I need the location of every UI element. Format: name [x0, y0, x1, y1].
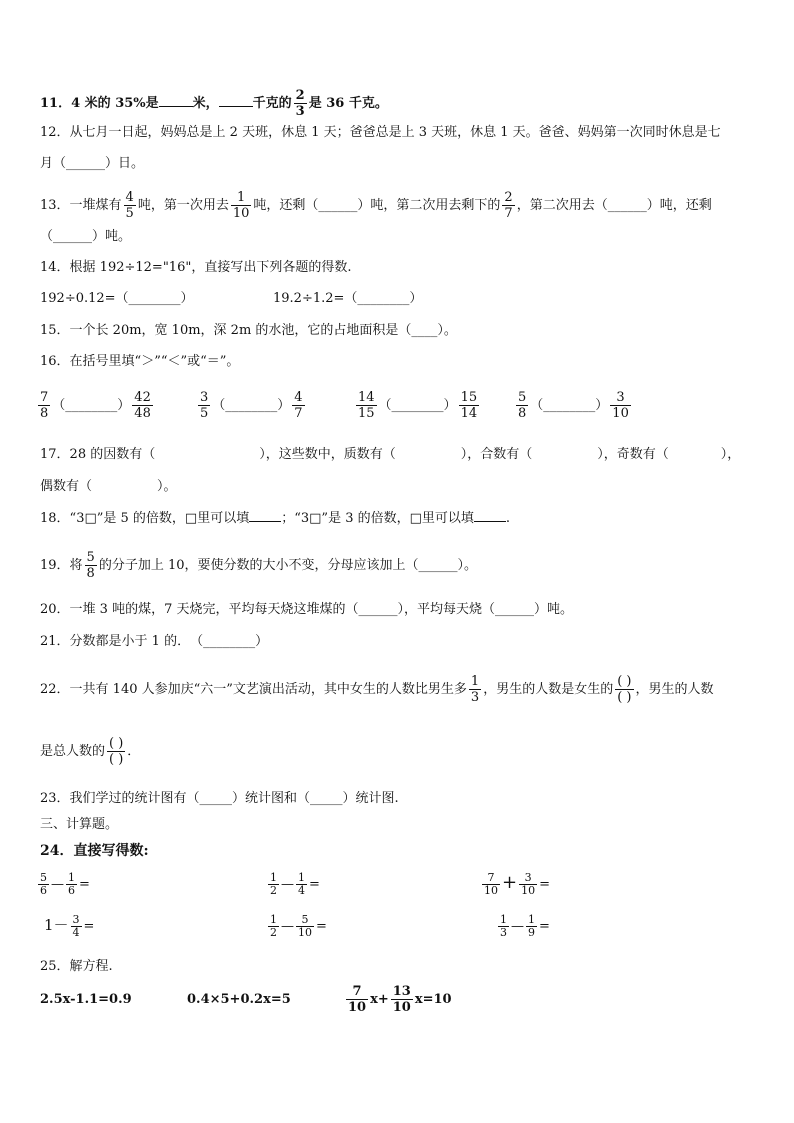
- q16-title: 16．在括号里填“＞”“＜”或“＝”。: [40, 354, 240, 369]
- q22-blank-fraction-2[interactable]: $\frac{( )}{( )}$: [109, 736, 124, 767]
- q13-fraction-1: $\frac{4}{5}$: [125, 190, 134, 221]
- q18: 18．“3□”是 5 的倍数，□里可以填 ；“3□”是 3 的倍数，□里可以填 .: [40, 511, 511, 526]
- q19: 19．将 $\frac{5}{8}$ 的分子加上 10，要使分数的大小不变，分母应该加上（______）。: [40, 550, 478, 581]
- q11-d: 是 36 千克。: [308, 96, 388, 111]
- q11-c: 千克的: [252, 96, 292, 111]
- q23: 23．我们学过的统计图有（_____）统计图和（_____）统计图.: [40, 791, 399, 806]
- q24-expr-1: $\frac{5}{6}$ — $\frac{1}{6}$ =: [40, 871, 90, 897]
- q20: 20．一堆 3 吨的煤，7 天烧完，平均每天烧这堆煤的（______），平均每天烧（______）吨。: [40, 602, 573, 617]
- q11-blank-2[interactable]: [219, 94, 253, 107]
- q17-line2: 偶数有（ ）。: [40, 479, 177, 494]
- q16-blank[interactable]: （________）: [52, 398, 131, 413]
- q16-item-3: $\frac{14}{15}$ （________） $\frac{15}{14}$: [358, 390, 478, 421]
- q11-blank-1[interactable]: [159, 94, 193, 107]
- section-title: 三、计算题。: [40, 817, 119, 832]
- q12-line2: 月（______）日。: [40, 156, 145, 171]
- q25-equation-1: 2.5x-1.1=0.9: [40, 992, 132, 1007]
- q13-fraction-2: $\frac{1}{10}$: [232, 190, 250, 221]
- q22-blank-fraction-1[interactable]: $\frac{( )}{( )}$: [617, 674, 632, 705]
- q24-expr-3: $\frac{7}{10}$ + $\frac{3}{10}$ =: [484, 871, 550, 897]
- q11-fraction: $\frac{2}{3}$: [295, 88, 305, 119]
- q16-item-4: $\frac{5}{8}$ （________） $\frac{3}{10}$: [518, 390, 629, 421]
- q13-line2: （______）吨。: [40, 229, 132, 244]
- q16-item-1: $\frac{7}{8}$ （________） $\frac{42}{48}$: [40, 390, 151, 421]
- q25-title: 25．解方程.: [40, 959, 113, 974]
- q11: [40, 88, 388, 119]
- q24-expr-5: $\frac{1}{2}$ — $\frac{5}{10}$ =: [270, 913, 327, 939]
- q15: 15．一个长 20m，宽 10m，深 2m 的水池，它的占地面积是（____）。: [40, 323, 457, 338]
- q16-blank[interactable]: （________）: [378, 398, 457, 413]
- q13-line1: 13．一堆煤有 $\frac{4}{5}$ 吨，第一次用去 $\frac{1}{10}$ 吨，还剩（______）吨，第二次用去剩下的 $\frac{2}{7}$ ，第二次用去（______）吨，还剩: [40, 190, 712, 221]
- q21: 21．分数都是小于 1 的． （________）: [40, 634, 269, 649]
- q25-equation-2: 0.4×5+0.2x=5: [187, 992, 291, 1007]
- q24-expr-2: $\frac{1}{2}$ — $\frac{1}{4}$ =: [270, 871, 320, 897]
- q18-blank-2[interactable]: [474, 509, 506, 522]
- q12-line1: 12．从七月一日起，妈妈总是上 2 天班，休息 1 天；爸爸总是上 3 天班，休息 1 天。爸爸、妈妈第一次同时休息是七: [40, 125, 721, 140]
- q13-fraction-3: $\frac{2}{7}$: [504, 190, 513, 221]
- q11-b: 米，: [192, 96, 219, 111]
- q11-a: 11．4 米的 35%是: [40, 96, 159, 111]
- q22-line2: 是总人数的 $\frac{( )}{( )}$ ．: [40, 736, 141, 767]
- q17-line1: 17．28 的因数有（ ），这些数中，质数有（ ），合数有（ ），奇数有（ ），: [40, 447, 741, 462]
- q16-blank[interactable]: （________）: [212, 398, 291, 413]
- q22-fraction: $\frac{1}{3}$: [470, 674, 480, 705]
- q16-blank[interactable]: （________）: [530, 398, 609, 413]
- q22-line1: 22．一共有 140 人参加庆“六一”文艺演出活动，其中女生的人数比男生多 $\frac{1}{3}$ ，男生的人数是女生的 $\frac{( )}{( )}$ ，男生的人数: [40, 674, 714, 705]
- q18-blank-1[interactable]: [249, 509, 281, 522]
- q24-expr-6: $\frac{1}{3}$ — $\frac{1}{9}$ =: [500, 913, 550, 939]
- q24-title: 24．直接写得数:: [40, 843, 149, 859]
- q14-left: 192÷0.12=（________）: [40, 291, 194, 306]
- q25-equation-3: $\frac{7}{10}$ x+ $\frac{13}{10}$ x=10: [348, 984, 452, 1015]
- q14-right: 19.2÷1.2=（________）: [273, 291, 423, 306]
- q14-title: 14．根据 192÷12="16"，直接写出下列各题的得数.: [40, 260, 352, 275]
- q16-item-2: $\frac{3}{5}$ （________） $\frac{4}{7}$: [200, 390, 303, 421]
- q24-expr-4: 1－ $\frac{3}{4}$ =: [44, 913, 95, 939]
- q19-fraction: $\frac{5}{8}$: [86, 550, 95, 581]
